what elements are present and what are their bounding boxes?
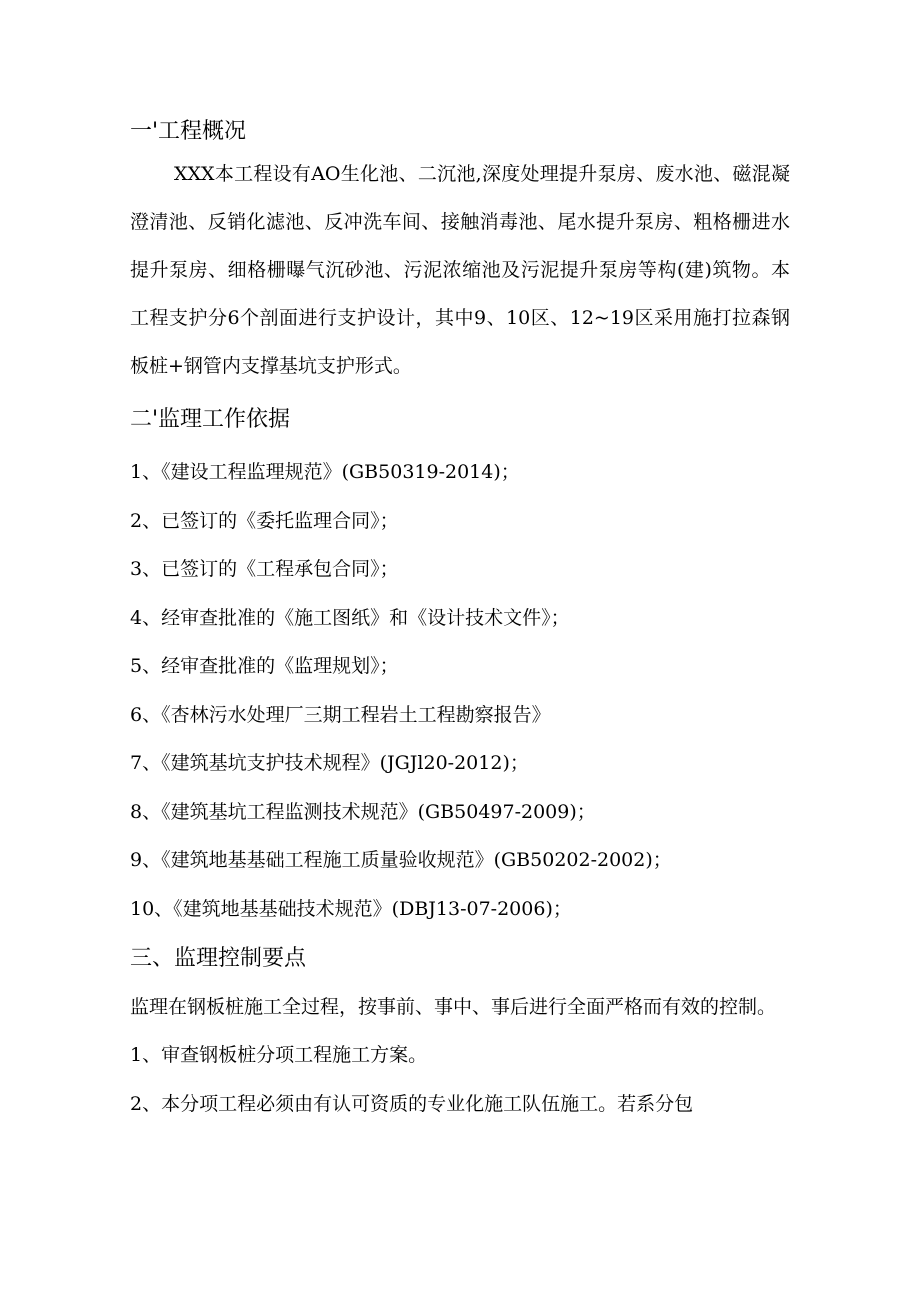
list-item: 10、《建筑地基基础技术规范》(DBJ13-07-2006)； xyxy=(130,897,572,920)
list-item: 5、经审查批准的《监理规划》； xyxy=(130,655,399,677)
list-item: 9、《建筑地基基础工程施工质量验收规范》(GB50202-2002)； xyxy=(130,849,672,871)
list-item: 3、已签订的《工程承包合同》； xyxy=(130,558,399,580)
list-item: 4、经审查批准的《施工图纸》和《设计技术文件》； xyxy=(130,606,570,629)
basis-list xyxy=(130,448,790,933)
list-item: 2、本分项工程必须由有认可资质的专业化施工队伍施工。若系分包 xyxy=(130,1092,694,1115)
list-item: 8、《建筑基坑工程监测技术规范》(GB50497-2009)； xyxy=(130,800,596,823)
list-item: 2、已签订的《委托监理合同》； xyxy=(130,509,399,532)
list-item: 6、《杏林污水处理厂三期工程岩土工程勘察报告》 xyxy=(130,703,551,726)
list-item: 1、《建设工程监理规范》(GB50319-2014)； xyxy=(130,461,520,483)
control-list xyxy=(130,1031,790,1128)
list-item: 1、审查钢板桩分项工程施工方案。 xyxy=(130,1044,428,1066)
section-heading-overview: 一'工程概况 xyxy=(130,119,247,144)
section-heading-control-points: 三、监理控制要点 xyxy=(130,946,307,971)
list-item: 7、《建筑基坑支护技术规程》(JGJl20-2012)； xyxy=(130,752,529,774)
control-paragraph: 监理在钢板桩施工全过程，按事前、事中、事后进行全面严格而有效的控制。 xyxy=(130,996,777,1018)
section-heading-basis: 二'监理工作依据 xyxy=(130,407,291,432)
overview-paragraph: XXX本工程设有AO生化池、二沉池,深度处理提升泵房、废水池、磁混凝澄清池、反销化滤池、反冲洗车间、接触消毒池、尾水提升泵房、粗格栅进水提升泵房、细格栅曝气沉砂池、污泥浓缩池及污泥提升泵房等构(建)筑物。本工程支护分6个剖面进行支护设计，其中9、10区、12~19区采用施打拉森钢板桩+钢管内支撑基坑支护形式。 xyxy=(130,163,790,377)
